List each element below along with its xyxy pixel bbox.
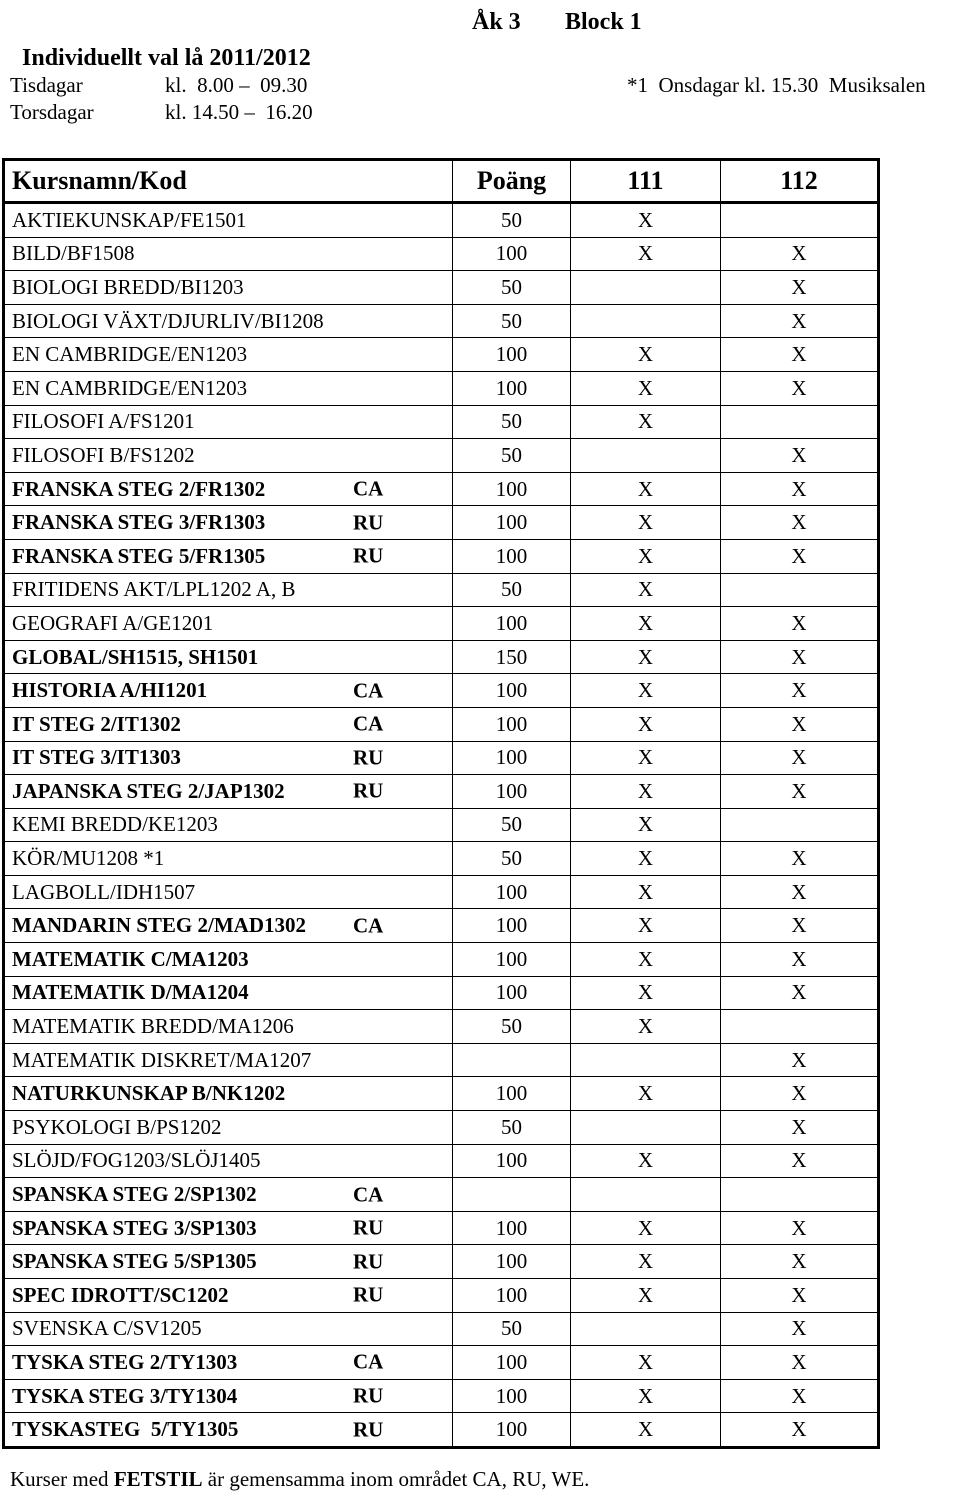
course-cell (4, 741, 453, 775)
block-112-cell: X (721, 875, 879, 909)
area-code: RU (353, 745, 384, 770)
course-cell (4, 371, 453, 405)
course-cell (4, 405, 453, 439)
course-name: NATURKUNSKAP B/NK1202 (12, 1081, 286, 1106)
course-name: TYSKA STEG 3/TY1304 (12, 1383, 238, 1408)
table-row (4, 607, 879, 641)
course-name: PSYKOLOGI B/PS1202 (12, 1114, 222, 1139)
points-cell: 100 (453, 1144, 571, 1178)
block-112-cell: X (721, 1077, 879, 1111)
block-111-cell: X (571, 875, 721, 909)
course-name: KÖR/MU1208 *1 (12, 846, 165, 871)
points-cell: 100 (453, 506, 571, 540)
course-cell (4, 875, 453, 909)
block-112-cell: X (721, 707, 879, 741)
block-112-cell: X (721, 539, 879, 573)
block-111-cell: X (571, 506, 721, 540)
course-name: FRANSKA STEG 2/FR1302 (12, 476, 266, 501)
block-112-cell: X (721, 1111, 879, 1145)
course-cell (4, 1211, 453, 1245)
area-code: RU (353, 510, 384, 535)
block-111-cell (571, 271, 721, 305)
block-111-cell: X (571, 909, 721, 943)
area-code: RU (353, 1417, 384, 1442)
block-112-cell: X (721, 1413, 879, 1448)
table-row (4, 338, 879, 372)
header-111: 111 (571, 160, 721, 203)
block-111-cell: X (571, 1211, 721, 1245)
footer-text-after: är gemensamma inom området CA, RU, WE. (202, 1467, 590, 1491)
points-cell: 50 (453, 439, 571, 473)
course-cell (4, 1178, 453, 1212)
block-112-cell: X (721, 640, 879, 674)
block-111-cell: X (571, 1346, 721, 1380)
course-name: FRANSKA STEG 5/FR1305 (12, 543, 266, 568)
area-code: RU (353, 1383, 384, 1408)
table-row (4, 1245, 879, 1279)
block-111-cell: X (571, 1144, 721, 1178)
course-cell (4, 304, 453, 338)
points-cell: 50 (453, 842, 571, 876)
block-111-cell: X (571, 1077, 721, 1111)
course-cell (4, 1413, 453, 1448)
course-cell (4, 909, 453, 943)
table-row (4, 640, 879, 674)
block-111-cell: X (571, 472, 721, 506)
footer-bold-text: FETSTIL (113, 1467, 203, 1491)
block-111-cell: X (571, 1010, 721, 1044)
area-code: RU (353, 778, 384, 803)
points-cell: 100 (453, 539, 571, 573)
block-111-cell: X (571, 405, 721, 439)
block-112-cell: X (721, 1312, 879, 1346)
block-112-cell: X (721, 674, 879, 708)
points-cell: 100 (453, 1211, 571, 1245)
block-112-cell: X (721, 237, 879, 271)
course-name: LAGBOLL/IDH1507 (12, 879, 196, 904)
course-name: SVENSKA C/SV1205 (12, 1316, 202, 1341)
course-cell (4, 674, 453, 708)
block-112-cell (721, 573, 879, 607)
block-112-cell: X (721, 371, 879, 405)
area-code: RU (353, 1282, 384, 1307)
table-row (4, 943, 879, 977)
block-111-cell: X (571, 775, 721, 809)
block-111-cell (571, 1312, 721, 1346)
course-cell (4, 976, 453, 1010)
points-cell: 100 (453, 875, 571, 909)
table-row (4, 1111, 879, 1145)
course-name: GEOGRAFI A/GE1201 (12, 610, 214, 635)
course-name: MANDARIN STEG 2/MAD1302 (12, 913, 306, 938)
block-111-cell: X (571, 741, 721, 775)
block-111-cell: X (571, 607, 721, 641)
course-name: SLÖJD/FOG1203/SLÖJ1405 (12, 1148, 261, 1173)
block-112-cell (721, 1178, 879, 1212)
points-cell: 100 (453, 237, 571, 271)
course-cell (4, 271, 453, 305)
block-111-cell (571, 1111, 721, 1145)
year-label: Åk 3 (472, 9, 521, 35)
block-112-cell: X (721, 741, 879, 775)
points-cell: 100 (453, 707, 571, 741)
schedule-day: Tisdagar (10, 73, 83, 97)
course-cell (4, 1077, 453, 1111)
course-name: FILOSOFI B/FS1202 (12, 442, 195, 467)
table-row (4, 472, 879, 506)
course-cell (4, 439, 453, 473)
block-112-cell (721, 1010, 879, 1044)
course-cell (4, 539, 453, 573)
block-112-cell: X (721, 1043, 879, 1077)
course-cell (4, 775, 453, 809)
schedule-row (10, 72, 410, 98)
course-cell (4, 573, 453, 607)
course-name: IT STEG 3/IT1303 (12, 745, 181, 770)
area-code: CA (353, 1349, 384, 1374)
points-cell: 100 (453, 943, 571, 977)
points-cell: 50 (453, 808, 571, 842)
course-name: AKTIEKUNSKAP/FE1501 (12, 207, 247, 232)
course-name: MATEMATIK DISKRET/MA1207 (12, 1047, 312, 1072)
block-112-cell: X (721, 1279, 879, 1313)
block-112-cell: X (721, 338, 879, 372)
footer-note (10, 1466, 589, 1492)
course-name: BIOLOGI VÄXT/DJURLIV/BI1208 (12, 308, 324, 333)
course-name: TYSKA STEG 2/TY1303 (12, 1349, 238, 1374)
area-code: CA (353, 476, 384, 501)
course-name: JAPANSKA STEG 2/JAP1302 (12, 778, 285, 803)
table-row (4, 775, 879, 809)
points-cell (453, 1178, 571, 1212)
block-111-cell: X (571, 976, 721, 1010)
points-cell: 100 (453, 371, 571, 405)
course-name: MATEMATIK D/MA1204 (12, 980, 249, 1005)
table-row (4, 674, 879, 708)
course-name: EN CAMBRIDGE/EN1203 (12, 375, 248, 400)
table-row (4, 1211, 879, 1245)
points-cell: 100 (453, 1245, 571, 1279)
course-name: BILD/BF1508 (12, 241, 135, 266)
table-row (4, 304, 879, 338)
table-row (4, 909, 879, 943)
course-cell (4, 338, 453, 372)
area-code: CA (353, 1182, 384, 1207)
block-111-cell: X (571, 1379, 721, 1413)
block-111-cell: X (571, 707, 721, 741)
table-row (4, 976, 879, 1010)
block-112-cell: X (721, 472, 879, 506)
table-row (4, 1178, 879, 1212)
block-111-cell: X (571, 842, 721, 876)
course-cell (4, 472, 453, 506)
points-cell: 100 (453, 741, 571, 775)
course-cell (4, 203, 453, 238)
points-cell: 100 (453, 1379, 571, 1413)
block-112-cell: X (721, 1144, 879, 1178)
table-row (4, 237, 879, 271)
points-cell: 100 (453, 1279, 571, 1313)
course-name: KEMI BREDD/KE1203 (12, 812, 218, 837)
footer-text-before: Kurser med (10, 1467, 114, 1491)
points-cell: 100 (453, 472, 571, 506)
table-row (4, 842, 879, 876)
table-header-row (4, 160, 879, 203)
table-row (4, 1010, 879, 1044)
table-row (4, 539, 879, 573)
table-row (4, 1144, 879, 1178)
course-cell (4, 1010, 453, 1044)
block-111-cell (571, 439, 721, 473)
course-name: IT STEG 2/IT1302 (12, 711, 181, 736)
schedule-time: kl. 8.00 – 09.30 (165, 73, 308, 97)
document-title (10, 4, 642, 71)
table-row (4, 1312, 879, 1346)
block-112-cell: X (721, 943, 879, 977)
header-112: 112 (721, 160, 879, 203)
points-cell: 50 (453, 203, 571, 238)
table-row (4, 371, 879, 405)
table-row (4, 1043, 879, 1077)
course-name: MATEMATIK C/MA1203 (12, 946, 249, 971)
course-name: SPANSKA STEG 3/SP1303 (12, 1215, 257, 1240)
course-cell (4, 1312, 453, 1346)
course-cell (4, 1111, 453, 1145)
course-cell (4, 506, 453, 540)
block-111-cell (571, 1043, 721, 1077)
points-cell: 100 (453, 1346, 571, 1380)
course-cell (4, 640, 453, 674)
area-code: CA (353, 913, 384, 938)
course-table (2, 158, 880, 1449)
block-111-cell: X (571, 1413, 721, 1448)
header-points: Poäng (453, 160, 571, 203)
course-cell (4, 707, 453, 741)
area-code: RU (353, 543, 384, 568)
block-112-cell: X (721, 439, 879, 473)
course-cell (4, 237, 453, 271)
area-code: RU (353, 1215, 384, 1240)
points-cell: 50 (453, 271, 571, 305)
course-cell (4, 607, 453, 641)
music-note: *1 Onsdagar kl. 15.30 Musiksalen (627, 73, 926, 97)
title-text: Individuellt val lå 2011/2012 (22, 45, 311, 71)
course-rows (4, 203, 879, 1448)
course-cell (4, 1144, 453, 1178)
block-112-cell (721, 203, 879, 238)
course-cell (4, 808, 453, 842)
block-111-cell: X (571, 1245, 721, 1279)
course-name: FILOSOFI A/FS1201 (12, 409, 195, 434)
course-name: BIOLOGI BREDD/BI1203 (12, 274, 244, 299)
block-label: Block 1 (565, 9, 642, 35)
block-111-cell: X (571, 674, 721, 708)
points-cell: 50 (453, 1010, 571, 1044)
course-name: SPANSKA STEG 2/SP1302 (12, 1182, 257, 1207)
block-112-cell (721, 405, 879, 439)
points-cell: 100 (453, 338, 571, 372)
table-row (4, 808, 879, 842)
block-111-cell: X (571, 371, 721, 405)
table-row (4, 875, 879, 909)
block-112-cell: X (721, 607, 879, 641)
table-row (4, 707, 879, 741)
block-111-cell: X (571, 640, 721, 674)
table-row (4, 741, 879, 775)
area-code: RU (353, 1249, 384, 1274)
points-cell: 100 (453, 1077, 571, 1111)
block-111-cell: X (571, 203, 721, 238)
table-row (4, 1279, 879, 1313)
table-row (4, 203, 879, 238)
block-112-cell: X (721, 1211, 879, 1245)
block-111-cell: X (571, 1279, 721, 1313)
points-cell: 50 (453, 1312, 571, 1346)
schedule-day: Torsdagar (10, 100, 94, 124)
block-112-cell: X (721, 1245, 879, 1279)
table-row (4, 1346, 879, 1380)
block-111-cell (571, 1178, 721, 1212)
table-row (4, 271, 879, 305)
block-112-cell: X (721, 304, 879, 338)
table-row (4, 1413, 879, 1448)
block-112-cell: X (721, 909, 879, 943)
points-cell: 100 (453, 674, 571, 708)
schedule-time: kl. 14.50 – 16.20 (165, 100, 313, 124)
course-cell (4, 943, 453, 977)
points-cell: 50 (453, 405, 571, 439)
table-row (4, 439, 879, 473)
points-cell: 50 (453, 573, 571, 607)
schedule-row (10, 99, 410, 125)
course-name: SPANSKA STEG 5/SP1305 (12, 1249, 257, 1274)
course-name: GLOBAL/SH1515, SH1501 (12, 644, 259, 669)
points-cell: 100 (453, 909, 571, 943)
points-cell: 50 (453, 1111, 571, 1145)
points-cell (453, 1043, 571, 1077)
course-cell (4, 842, 453, 876)
points-cell: 100 (453, 607, 571, 641)
block-112-cell: X (721, 775, 879, 809)
block-111-cell: X (571, 237, 721, 271)
header-course: Kursnamn/Kod (4, 160, 453, 203)
block-112-cell (721, 808, 879, 842)
course-name: FRANSKA STEG 3/FR1303 (12, 510, 266, 535)
block-111-cell: X (571, 943, 721, 977)
course-name: MATEMATIK BREDD/MA1206 (12, 1014, 294, 1039)
course-cell (4, 1346, 453, 1380)
block-112-cell: X (721, 506, 879, 540)
points-cell: 50 (453, 304, 571, 338)
area-code: CA (353, 711, 384, 736)
course-cell (4, 1245, 453, 1279)
table-row (4, 1379, 879, 1413)
points-cell: 150 (453, 640, 571, 674)
course-name: EN CAMBRIDGE/EN1203 (12, 342, 248, 367)
table-row (4, 1077, 879, 1111)
table-row (4, 405, 879, 439)
block-111-cell (571, 304, 721, 338)
block-112-cell: X (721, 1346, 879, 1380)
block-111-cell: X (571, 808, 721, 842)
points-cell: 100 (453, 1413, 571, 1448)
block-111-cell: X (571, 539, 721, 573)
block-111-cell: X (571, 338, 721, 372)
block-112-cell: X (721, 842, 879, 876)
block-111-cell: X (571, 573, 721, 607)
course-cell (4, 1279, 453, 1313)
course-name: HISTORIA A/HI1201 (12, 678, 208, 703)
course-name: TYSKASTEG 5/TY1305 (12, 1417, 239, 1442)
course-name: FRITIDENS AKT/LPL1202 A, B (12, 577, 296, 602)
course-name: SPEC IDROTT/SC1202 (12, 1282, 229, 1307)
area-code: CA (353, 678, 384, 703)
block-112-cell: X (721, 271, 879, 305)
course-cell (4, 1043, 453, 1077)
block-112-cell: X (721, 1379, 879, 1413)
points-cell: 100 (453, 976, 571, 1010)
table-row (4, 573, 879, 607)
table-row (4, 506, 879, 540)
points-cell: 100 (453, 775, 571, 809)
block-112-cell: X (721, 976, 879, 1010)
course-cell (4, 1379, 453, 1413)
